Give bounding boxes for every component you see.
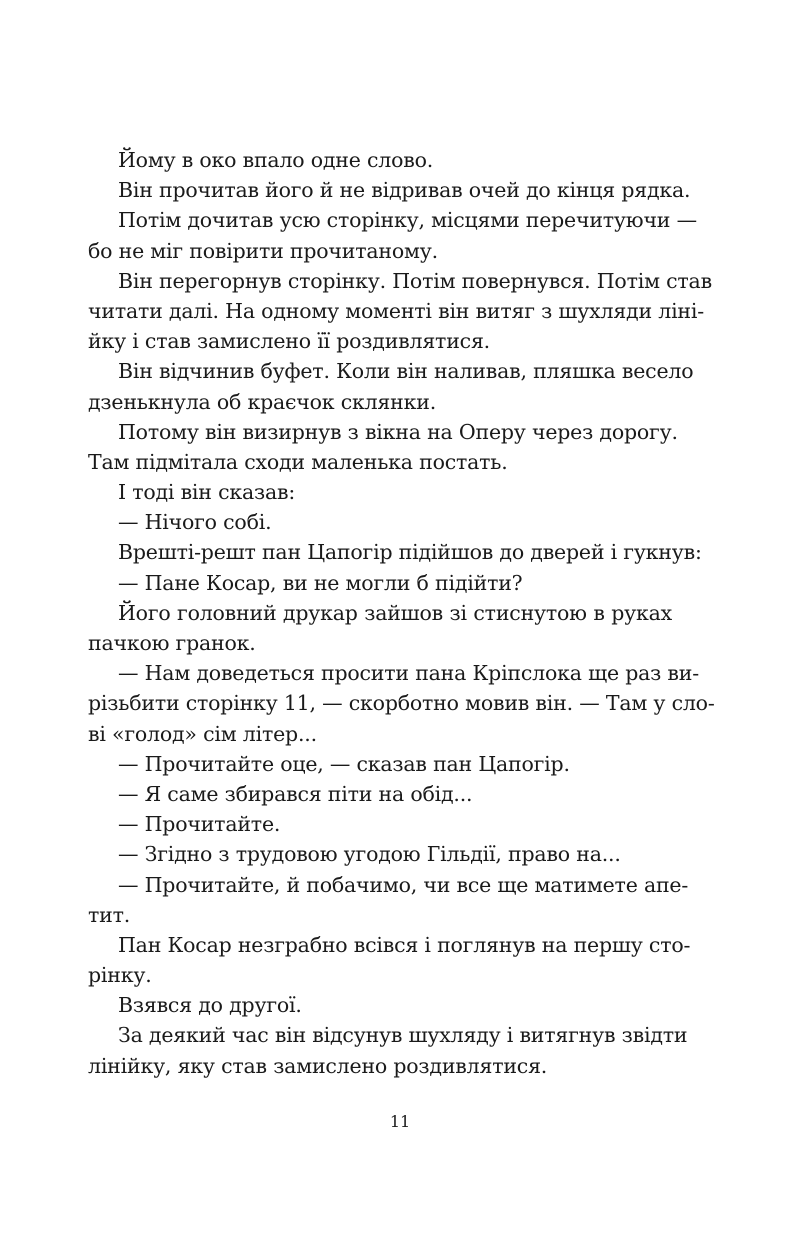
text-line: — Прочитайте оце, — сказав пан Цапогір. — [118, 751, 570, 776]
page-number: 11 — [389, 1112, 411, 1131]
text-line: І тоді він сказав: — [118, 480, 296, 505]
text-line: Його головний друкар зайшов зі стиснутою в руках — [118, 600, 672, 625]
text-line: пачкою гранок. — [88, 631, 256, 655]
text-line: ві «голод» сім літер... — [88, 721, 317, 746]
text-line: бо не міг повірити прочитаному. — [88, 238, 438, 263]
text-line: — Нам доведеться просити пана Кріпслока ще раз ви- — [118, 661, 699, 686]
text-line: — Нічого собі. — [118, 510, 272, 535]
text-line: дзенькнула об краєчок склянки. — [88, 389, 437, 414]
text-line: Він перегорнув сторінку. Потім повернувся. Потім став — [118, 268, 712, 293]
text-line: — Пане Косар, ви не могли б підійти? — [118, 570, 523, 595]
text-line: Пан Косар незграбно всівся і поглянув на першу сто- — [118, 932, 691, 957]
text-line: Потім дочитав усю сторінку, місцями перечитуючи — — [118, 208, 697, 233]
text-line: — Прочитайте. — [118, 812, 281, 837]
text-line: тит. — [88, 902, 131, 927]
text-line: читати далі. На одному моменті він витяг з шухляди ліні- — [88, 298, 704, 323]
text-line: Він прочитав його й не відривав очей до кінця рядка. — [118, 178, 691, 203]
text-line: Потому він визирнув з вікна на Оперу через дорогу. — [118, 419, 678, 444]
text-line: Врешті-решт пан Цапогір підійшов до дверей і гукнув: — [118, 540, 702, 565]
text-line: — Прочитайте, й побачимо, чи все ще матимете апе- — [118, 872, 689, 897]
text-line: Він відчинив буфет. Коли він наливав, пляшка весело — [118, 359, 694, 384]
text-line: різьбити сторінку 11, — скорботно мовив він. — Там у сло- — [88, 691, 715, 716]
text-line: Йому в око впало одне слово. — [118, 148, 434, 172]
page-text — [88, 145, 715, 1081]
text-line: — Згідно з трудовою угодою Гільдії, право на... — [118, 842, 621, 867]
text-line: — Я саме збирався піти на обід... — [118, 781, 473, 806]
text-line: йку і став замислено її роздивлятися. — [88, 329, 490, 354]
text-line: рінку. — [88, 963, 152, 988]
text-line: Там підмітала сходи маленька постать. — [88, 449, 508, 474]
text-line: Взявся до другої. — [118, 993, 302, 1018]
text-line: лінійку, яку став замислено роздивлятися. — [88, 1053, 548, 1078]
text-line: За деякий час він відсунув шухляду і витягнув звідти — [118, 1023, 688, 1048]
